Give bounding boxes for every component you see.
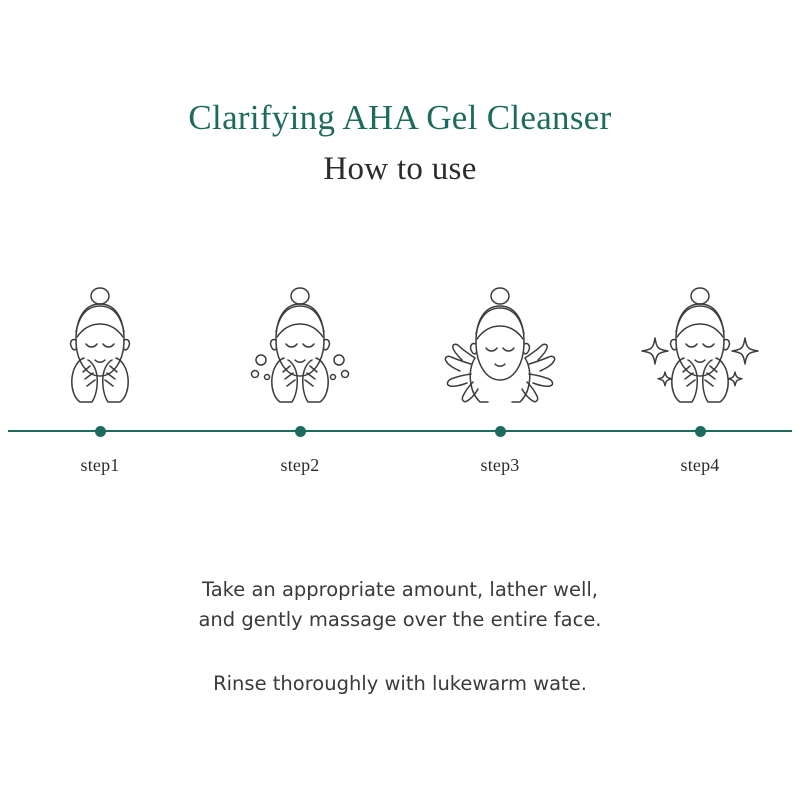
face-lather-bubbles-icon: [225, 280, 375, 420]
step-label-3: step3: [480, 455, 520, 475]
instruction-paragraph-1: [0, 575, 800, 635]
instruction-line-1: Take an appropriate amount, lather well,: [202, 578, 598, 601]
step-dot-cell-2: [200, 423, 400, 439]
step-icons-row: [0, 270, 800, 420]
page-title: Clarifying AHA Gel Cleanser: [188, 98, 612, 137]
step-dot-cell-3: [400, 423, 600, 439]
steps-dots-row: [0, 423, 800, 439]
step-dot-4: [695, 426, 706, 437]
face-wash-hands-icon: [40, 280, 160, 420]
step-label-2: step2: [280, 455, 320, 475]
step-label-4: step4: [680, 455, 720, 475]
page-subtitle: How to use: [323, 150, 477, 187]
steps-labels-row: [0, 455, 800, 476]
step-icon-cell-4: [600, 270, 800, 420]
step-dot-2: [295, 426, 306, 437]
instruction-paragraph-2: [0, 669, 800, 699]
instruction-line-3: Rinse thoroughly with lukewarm wate.: [213, 672, 587, 696]
step-icon-cell-2: [200, 270, 400, 420]
step-dot-1: [95, 426, 106, 437]
step-dot-cell-4: [600, 423, 800, 439]
face-massage-open-hands-icon: [425, 280, 575, 420]
page-header: [0, 96, 800, 191]
step-icon-cell-3: [400, 270, 600, 420]
steps-section: [0, 270, 800, 500]
step-icon-cell-1: [0, 270, 200, 420]
step-label-1: step1: [80, 455, 120, 475]
step-dot-cell-1: [0, 423, 200, 439]
instruction-line-2: and gently massage over the entire face.: [198, 608, 602, 632]
face-rinse-sparkle-icon: [625, 280, 775, 420]
instructions-section: [0, 575, 800, 700]
step-dot-3: [495, 426, 506, 437]
